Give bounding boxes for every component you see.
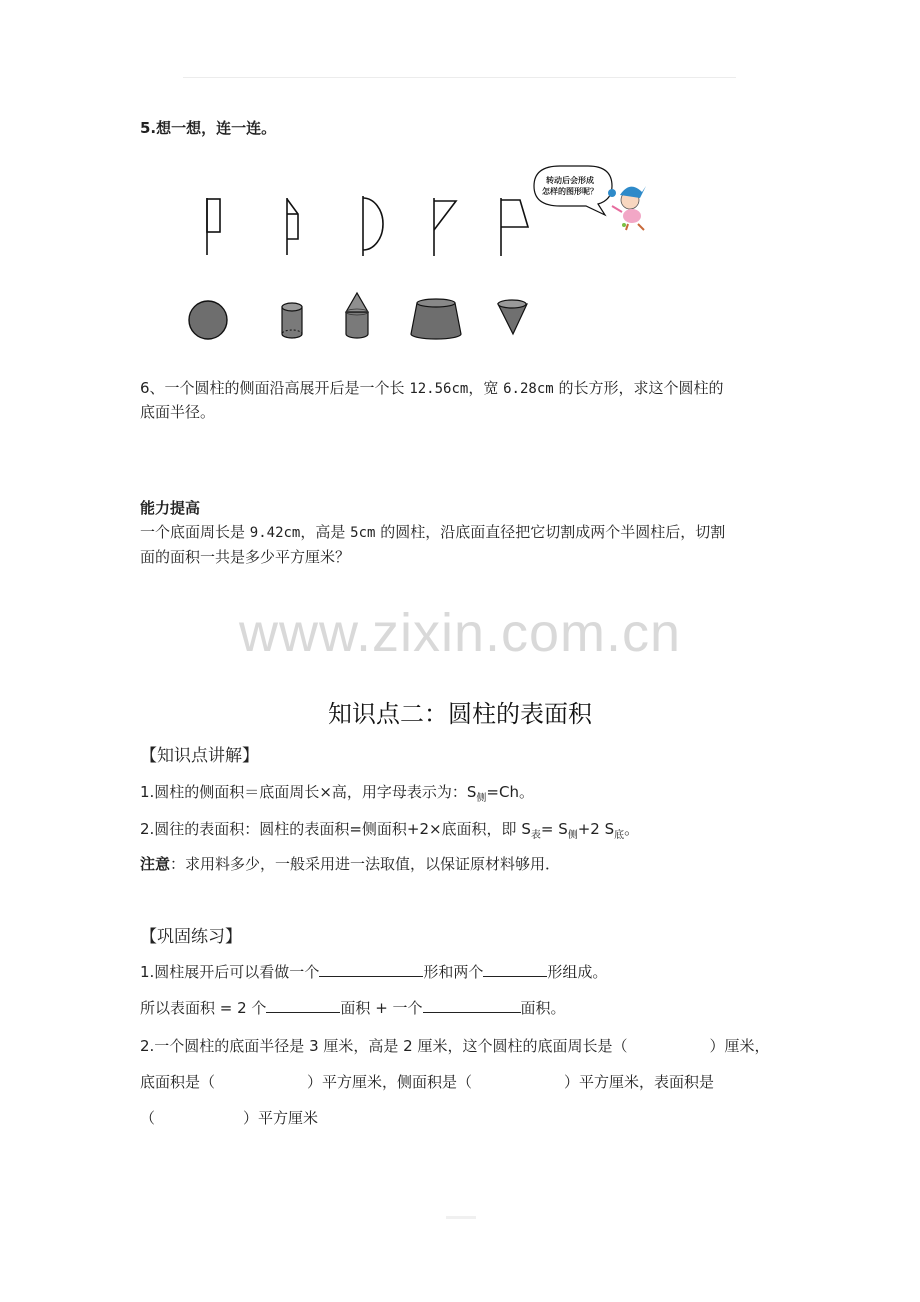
solid-frustum [411, 299, 461, 339]
blank-4[interactable] [423, 998, 521, 1013]
figure-trapezoid-flag [501, 198, 528, 256]
blank-1[interactable] [319, 962, 423, 977]
bubble-line-1: 转动后会形成 [546, 176, 594, 185]
figure-triangle-flag [434, 198, 456, 256]
ability-heading: 能力提高 [140, 499, 201, 517]
solid-cylinder-with-cone [346, 293, 368, 338]
bubble-line-2: 怎样的图形呢？ [542, 187, 598, 196]
solid-cone [498, 300, 527, 334]
practice-item-2-line-2: 底面积是（ ）平方厘米，侧面积是（ ）平方厘米，表面积是 [140, 1073, 715, 1091]
figure-rect-triangle-flag [287, 198, 298, 255]
q5-title: 5.想一想，连一连。 [140, 119, 277, 137]
practice-item-2-line-1: 2.一个圆柱的底面半径是 3 厘米，高是 2 厘米，这个圆柱的底面周长是（ ）厘米， [140, 1037, 770, 1055]
footer-mark [446, 1216, 476, 1219]
explain-item-2: 2.圆往的表面积：圆柱的表面积=侧面积+2×底面积，即 $S_表= S_侧+2$ $S_底$。 [140, 820, 640, 841]
section-title: 知识点二：圆柱的表面积 [328, 700, 592, 728]
solid-cylinder [282, 303, 302, 338]
q6-line-2: 底面半径。 [140, 403, 216, 421]
practice-heading: 【巩固练习】 [140, 927, 242, 947]
ability-line-1: 一个底面周长是 9.42cm，高是 5cm 的圆柱，沿底面直径把它切割成两个半圆柱后，切割 [140, 523, 726, 541]
ability-line-2: 面的面积一共是多少平方厘米？ [140, 548, 351, 566]
solid-sphere [189, 301, 227, 339]
explain-note: 注意：求用料多少，一般采用进一法取值，以保证原材料够用． [140, 855, 561, 873]
blank-3[interactable] [266, 998, 340, 1013]
blank-2[interactable] [483, 962, 547, 977]
explain-item-1: 1.圆柱的侧面积＝底面周长×高，用字母表示为：$S_侧=Ch$。 [140, 783, 534, 804]
practice-item-1-cont: 所以表面积 = 2 个 面积 + 一个 面积。 [140, 999, 566, 1017]
figure-semicircle-flag [363, 196, 383, 256]
rotation-figures [0, 0, 920, 360]
explain-heading: 【知识点讲解】 [140, 746, 259, 766]
watermark: www.zixin.com.cn [238, 603, 682, 663]
practice-item-1: 1.圆柱展开后可以看做一个 形和两个 形组成。 [140, 963, 608, 981]
q6-line-1: 6、一个圆柱的侧面沿高展开后是一个长 12.56cm，宽 6.28cm 的长方形，求这个圆柱的 [140, 379, 724, 397]
bubble-text [542, 175, 598, 197]
practice-item-2-line-3: （ ）平方厘米 [140, 1109, 319, 1127]
figure-rectangle-flag [207, 198, 220, 255]
cartoon-girl-icon [608, 186, 646, 230]
